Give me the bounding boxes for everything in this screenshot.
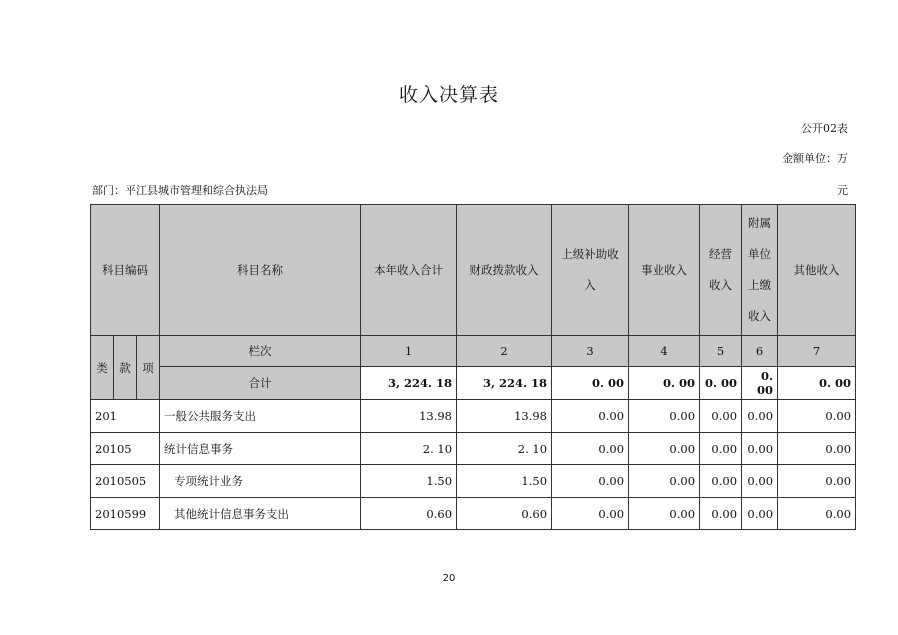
sub-header-kuan: 款 [114,336,137,400]
row-c5: 0.00 [700,433,742,465]
table-row [91,465,856,498]
col-number-7: 7 [778,336,856,367]
col-number-4: 4 [629,336,700,367]
row-c5: 0.00 [700,465,742,498]
total-c3: 0. 00 [552,367,629,400]
total-c7: 0. 00 [778,367,856,400]
department-label: 部门：平江县城市管理和综合执法局 [92,184,268,197]
header-other-income: 其他收入 [778,205,856,336]
total-c5: 0. 00 [700,367,742,400]
row-c5: 0.00 [700,498,742,530]
total-row [91,367,856,400]
row-c7: 0.00 [778,465,856,498]
row-c5: 0.00 [700,400,742,433]
row-c4: 0.00 [629,400,700,433]
total-c4: 0. 00 [629,367,700,400]
page-number: 20 [442,573,456,584]
row-c6: 0.00 [742,498,778,530]
amount-unit: 金额单位：万 [782,152,848,165]
row-c4: 0.00 [629,433,700,465]
col-number-3: 3 [552,336,629,367]
row-code: 201 [91,400,160,433]
row-c2: 0.60 [457,498,552,530]
header-business-income: 事业收入 [629,205,700,336]
total-c2: 3, 224. 18 [457,367,552,400]
form-number: 公开02表 [801,122,848,135]
table-row [91,400,856,433]
row-c3: 0.00 [552,498,629,530]
row-c3: 0.00 [552,433,629,465]
col-number-1: 1 [361,336,457,367]
row-name: 一般公共服务支出 [160,400,361,433]
header-operating-income-l2: 收入 [709,278,733,292]
row-c7: 0.00 [778,433,856,465]
col-number-5: 5 [700,336,742,367]
row-name: 统计信息事务 [160,433,361,465]
header-row [91,205,856,336]
header-affiliated-l4: 收入 [748,309,772,323]
header-fiscal-income: 财政拨款收入 [457,205,552,336]
row-c2: 13.98 [457,400,552,433]
header-superior-subsidy-l1: 上级补助收 [561,247,619,261]
total-label: 合计 [160,367,361,400]
header-name: 科目名称 [160,205,361,336]
sub-header-xiang: 项 [137,336,160,400]
row-code: 2010505 [91,465,160,498]
sub-header-lei: 类 [91,336,114,400]
row-c6: 0.00 [742,400,778,433]
row-name: 专项统计业务 [160,465,361,498]
row-c7: 0.00 [778,400,856,433]
table-row [91,433,856,465]
row-c1: 0.60 [361,498,457,530]
header-total-income: 本年收入合计 [361,205,457,336]
row-c6: 0.00 [742,465,778,498]
income-table [90,204,856,530]
row-c1: 13.98 [361,400,457,433]
row-c1: 1.50 [361,465,457,498]
row-c2: 2. 10 [457,433,552,465]
col-number-2: 2 [457,336,552,367]
total-c1: 3, 224. 18 [361,367,457,400]
col-number-6: 6 [742,336,778,367]
row-c7: 0.00 [778,498,856,530]
page-title: 收入决算表 [398,84,499,106]
row-code: 2010599 [91,498,160,530]
row-c4: 0.00 [629,465,700,498]
header-superior-subsidy [552,205,629,336]
header-code: 科目编码 [91,205,160,336]
sub-header-lanci: 栏次 [160,336,361,367]
header-affiliated-l3: 上缴 [748,278,772,292]
row-c3: 0.00 [552,465,629,498]
amount-unit-tail: 元 [837,184,848,197]
row-code: 20105 [91,433,160,465]
header-operating-income-l1: 经营 [709,247,733,261]
row-c3: 0.00 [552,400,629,433]
total-c6: 0. 00 [742,367,778,400]
table-row [91,498,856,530]
row-c2: 1.50 [457,465,552,498]
header-affiliated-l1: 附属 [748,216,772,230]
row-c6: 0.00 [742,433,778,465]
row-c4: 0.00 [629,498,700,530]
column-number-row [91,336,856,367]
header-operating-income [700,205,742,336]
header-superior-subsidy-l2: 入 [584,278,596,292]
header-affiliated-income [742,205,778,336]
row-name: 其他统计信息事务支出 [160,498,361,530]
row-c1: 2. 10 [361,433,457,465]
header-affiliated-l2: 单位 [748,247,772,261]
